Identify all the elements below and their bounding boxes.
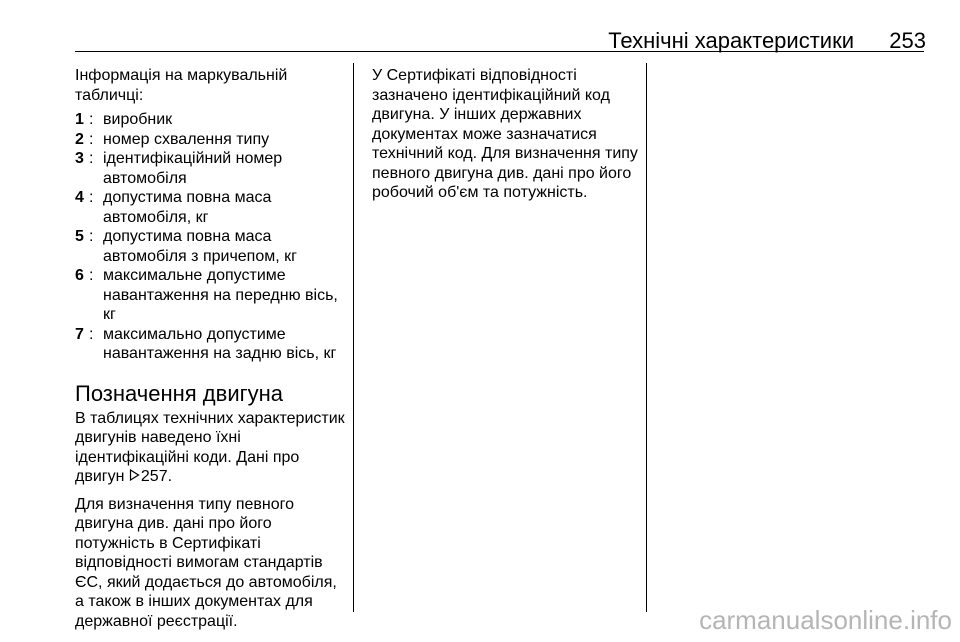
certificate-paragraph: У Сертифікаті відповідності зазначено ідентифікаційний код двигуна. У інших державних документах може зазначатися технічний код. Для визначення типу певного двигуна див. дані про його робочий об'єм та потужність. bbox=[372, 67, 638, 201]
legend-number: 6 bbox=[75, 267, 84, 284]
paragraph-text: В таблицях технічних характеристик двигунів наведено їхні ідентифікаційні коди. Дані про двигун bbox=[75, 409, 345, 485]
legend-colon: : bbox=[89, 267, 94, 284]
legend-text: ідентифікаційний номер автомобіля bbox=[103, 150, 283, 187]
legend-number: 7 bbox=[75, 325, 84, 343]
plate-intro: Інформація на маркувальній табличці: bbox=[75, 67, 288, 104]
legend-colon: : bbox=[89, 130, 94, 148]
legend-number: 1 bbox=[75, 111, 84, 128]
page-reference-link[interactable]: 257. bbox=[140, 468, 173, 485]
legend-item bbox=[75, 266, 350, 325]
engine-type-paragraph: Для визначення типу певного двигуна див. дані про його потужність в Сертифікаті відповідності вимогам стандартів ЄС, який додається до автомобіля, а також в інших документах для державної реєстрації. bbox=[75, 495, 337, 630]
legend-colon: : bbox=[89, 228, 94, 245]
engine-code-paragraph bbox=[75, 409, 350, 487]
legend-item bbox=[75, 325, 350, 364]
legend-text: максимально допустиме навантаження на задню вісь, кг bbox=[103, 325, 337, 362]
column-divider-left bbox=[353, 63, 354, 612]
legend-colon: : bbox=[89, 150, 94, 167]
plate-legend bbox=[75, 110, 350, 364]
page-title: Технічні характеристики bbox=[608, 28, 854, 53]
page-number: 253 bbox=[889, 28, 926, 53]
legend-item bbox=[75, 188, 350, 227]
section-heading-engine-code: Позначення двигуна bbox=[75, 380, 284, 406]
page-reference-arrow-icon bbox=[129, 467, 141, 487]
legend-item bbox=[75, 110, 350, 130]
legend-number: 3 bbox=[75, 150, 84, 167]
legend-text: виробник bbox=[103, 111, 173, 128]
legend-number: 5 bbox=[75, 228, 84, 245]
legend-colon: : bbox=[89, 325, 94, 343]
legend-item bbox=[75, 149, 350, 188]
header-divider bbox=[75, 51, 924, 52]
legend-text: номер схвалення типу bbox=[103, 130, 270, 148]
legend-number: 4 bbox=[75, 189, 84, 206]
legend-item bbox=[75, 227, 350, 266]
watermark: carmanualsonline.info bbox=[699, 605, 952, 635]
legend-item bbox=[75, 130, 350, 150]
legend-number: 2 bbox=[75, 130, 84, 148]
left-column bbox=[75, 66, 350, 631]
legend-text: допустима повна маса автомобіля, кг bbox=[103, 189, 272, 226]
column-divider-right bbox=[646, 63, 647, 612]
right-column bbox=[372, 66, 642, 203]
legend-text: допустима повна маса автомобіля з причепом, кг bbox=[103, 228, 297, 265]
legend-colon: : bbox=[89, 189, 94, 206]
legend-text: максимальне допустиме навантаження на передню вісь, кг bbox=[103, 267, 338, 323]
legend-colon: : bbox=[89, 111, 94, 128]
